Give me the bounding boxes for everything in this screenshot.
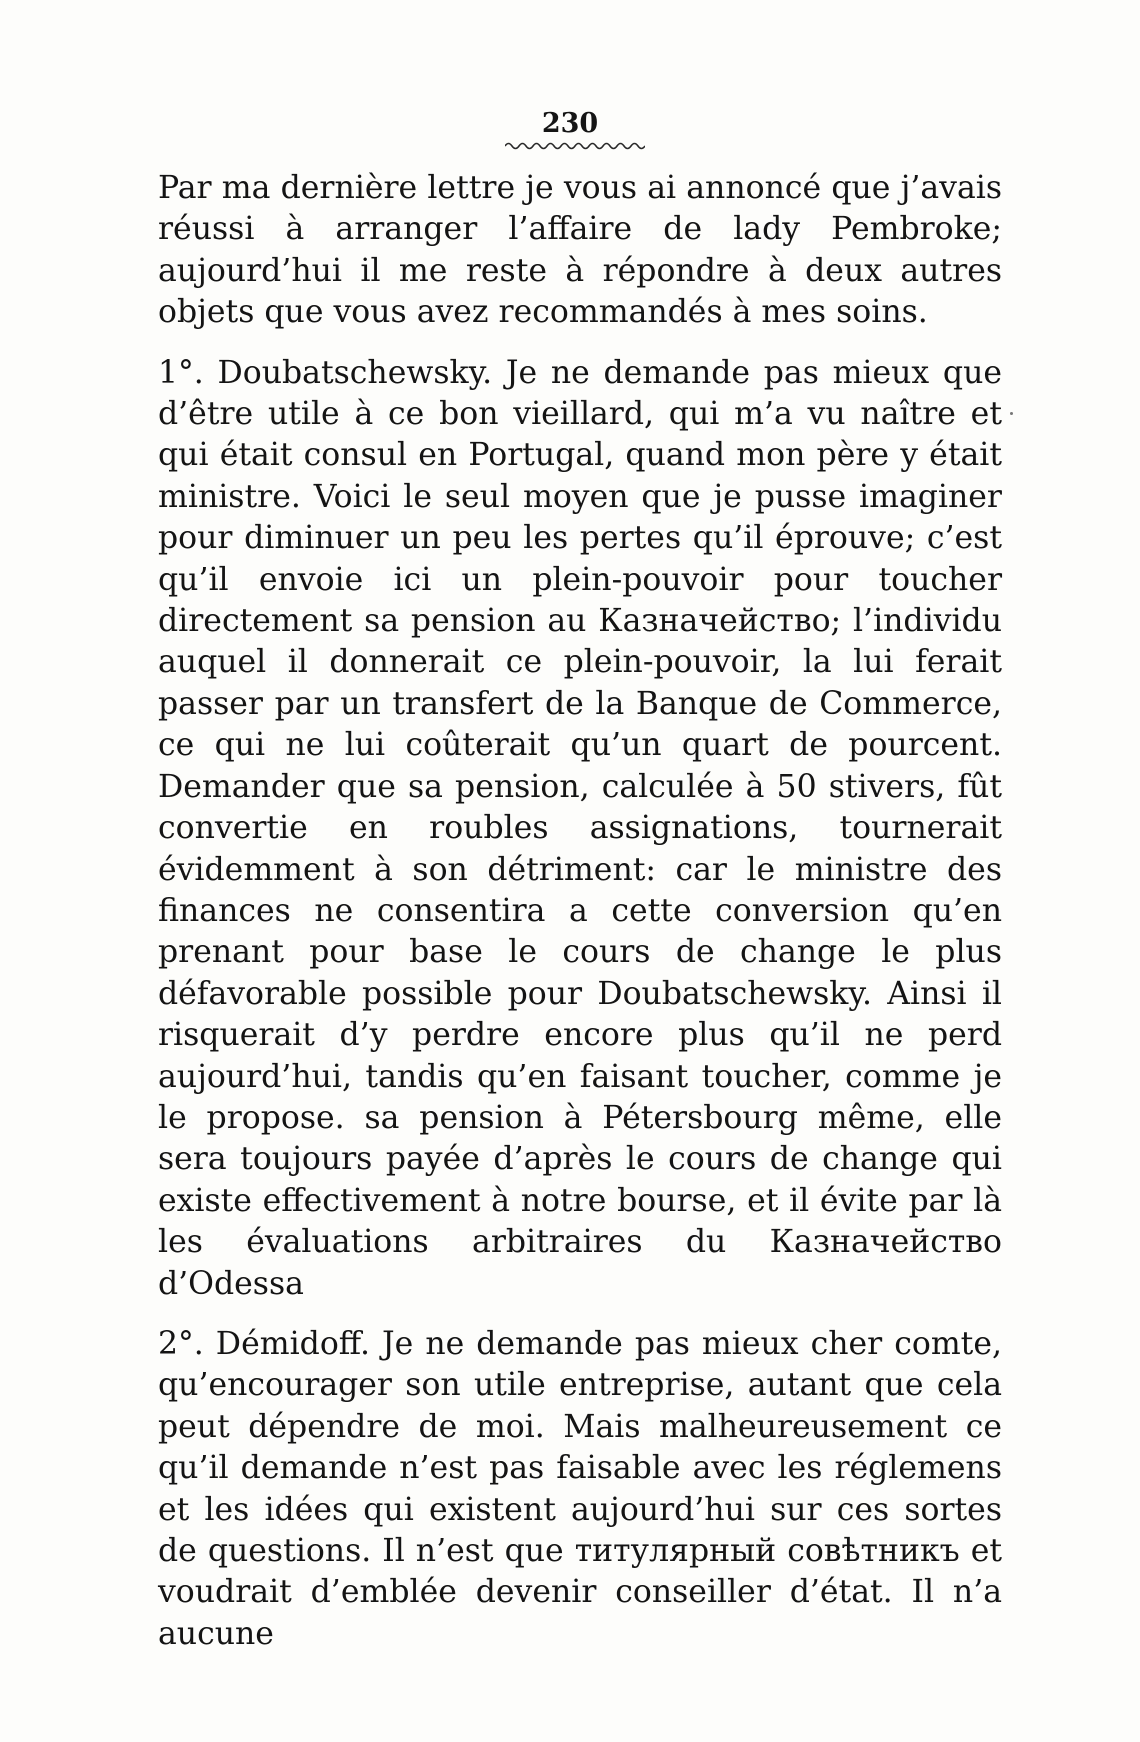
- ornamental-rule: [505, 140, 645, 152]
- margin-speck: [1010, 412, 1013, 415]
- paragraph-intro: Par ma dernière lettre je vous ai annoncé que j’avais réussi à arranger l’affaire de lady Pembroke; aujourd’hui il me reste à répondre à deux autres objets que vous avez recommandés à mes soins.: [158, 170, 1002, 331]
- page-number: 230: [541, 108, 599, 139]
- paragraph-demidoff: 2°. Démidoff. Je ne demande pas mieux cher comte, qu’encourager son utile entreprise, autant que cela peut dépendre de moi. Mais malheureusement ce qu’il demande n’est pas faisable avec les réglemens et les idées qui existent aujourd’hui sur ces sortes de questions. Il n’est que титулярный совѣтникъ et voudrait d’emblée devenir conseiller d’état. Il n’a aucune: [158, 1325, 1002, 1652]
- paragraph-doubatschewsky: 1°. Doubatschewsky. Je ne demande pas mieux que d’être utile à ce bon vieillard, qui m’a vu naître et qui était consul en Portugal, quand mon père y était ministre. Voici le seul moyen que je pusse imaginer pour diminuer un peu les pertes qu’il éprouve; c’est qu’il envoie ici un plein-pouvoir pour toucher directement sa pension au Казначейство; l’individu auquel il donnerait ce plein-pouvoir, la lui ferait passer par un transfert de la Banque de Commerce, ce qui ne lui coûterait qu’un quart de pourcent. Demander que sa pension, calculée à 50 stivers, fût convertie en roubles assignations, tournerait évidemment à son détriment: car le ministre des finances ne consentira a cette conversion qu’en prenant pour base le cours de change le plus défavorable possible pour Doubatschewsky. Ainsi il risquerait d’y perdre encore plus qu’il ne perd aujourd’hui, tandis qu’en faisant toucher, comme je le propose. sa pension à Pétersbourg même, elle sera toujours payée d’après le cours de change qui existe effectivement à notre bourse, et il évite par là les évaluations arbitraires du Казначейство d’Odessa: [158, 354, 1002, 1302]
- letter-body: [158, 168, 1002, 1655]
